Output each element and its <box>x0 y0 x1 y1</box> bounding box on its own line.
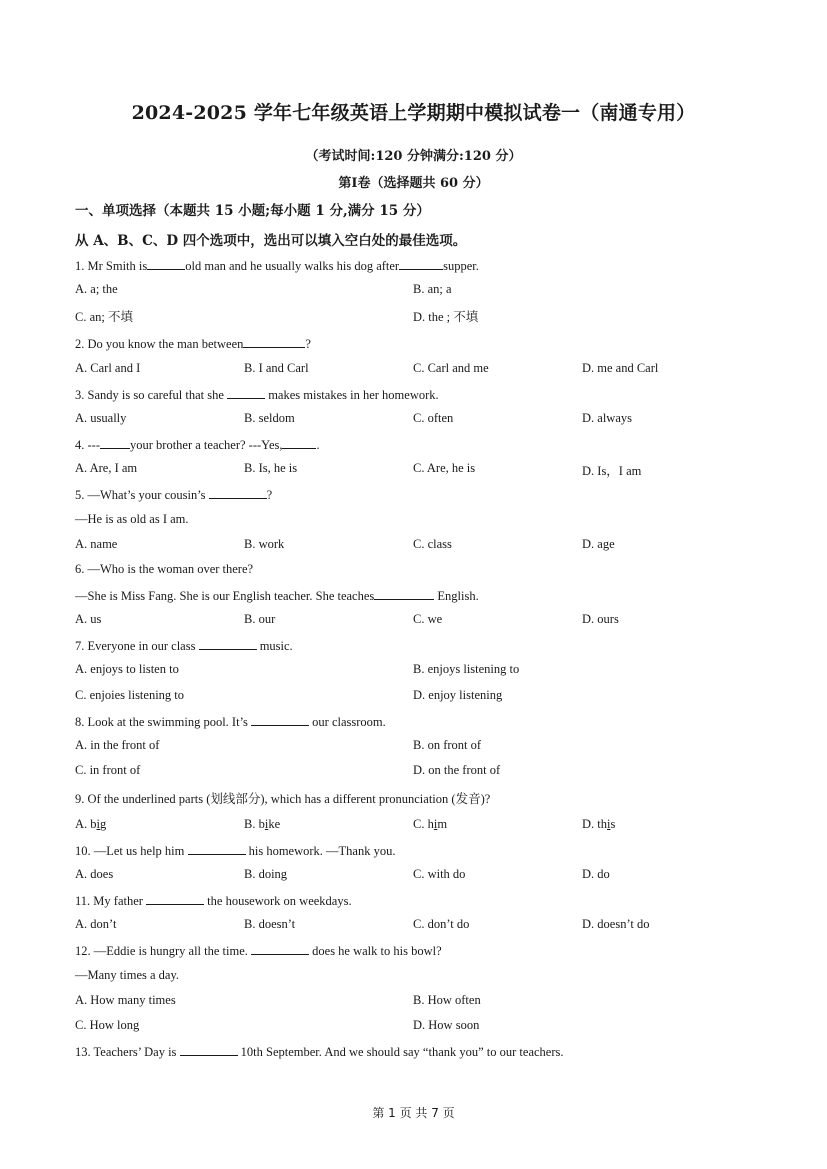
question-5-option-d: D. age <box>582 537 615 551</box>
page-title: 2024-2025 学年七年级英语上学期期中模拟试卷一（南通专用） <box>131 102 696 124</box>
question-9-option-d: D. this <box>582 817 616 831</box>
page-footer: 第 1 页 共 7 页 <box>372 1106 455 1120</box>
question-3-stem: 3. Sandy is so careful that she makes mistakes in her homework. <box>75 388 439 402</box>
question-1-option-b: B. an; a <box>413 282 452 296</box>
answer-blank <box>146 892 204 905</box>
answer-blank <box>180 1043 238 1056</box>
question-8-option-b: B. on front of <box>413 738 482 752</box>
question-3-option-a: A. usually <box>75 411 127 425</box>
question-3-option-d: D. always <box>582 411 632 425</box>
question-2-stem: 2. Do you know the man between ? <box>75 337 311 351</box>
question-5-option-b: B. work <box>244 537 285 551</box>
question-9-option-a: A. big <box>75 817 107 831</box>
question-12-option-a: A. How many times <box>75 993 176 1007</box>
question-1-option-a: A. a; the <box>75 282 118 296</box>
question-7-option-b: B. enjoys listening to <box>413 662 520 676</box>
question-6-option-b: B. our <box>244 612 276 626</box>
question-4-stem: 4. --- your brother a teacher? ---Yes, . <box>75 438 320 452</box>
question-10-option-d: D. do <box>582 867 610 881</box>
answer-blank <box>227 386 265 399</box>
answer-blank <box>282 436 316 449</box>
question-10-stem: 10. —Let us help him his homework. —Thank you. <box>75 844 396 858</box>
question-10-option-b: B. doing <box>244 867 288 881</box>
question-10-option-c: C. with do <box>413 867 466 881</box>
question-4-option-b: B. Is, he is <box>244 461 298 475</box>
question-5-option-a: A. name <box>75 537 118 551</box>
question-3-option-b: B. seldom <box>244 411 295 425</box>
question-11-option-b: B. doesn’t <box>244 917 296 931</box>
part-heading: 第Ⅰ卷（选择题共 60 分） <box>338 176 489 191</box>
question-9-option-c: C. him <box>413 817 448 831</box>
question-12-reply: —Many times a day. <box>75 968 180 982</box>
answer-blank <box>374 587 434 600</box>
question-11-option-c: C. don’t do <box>413 917 470 931</box>
question-4-option-d: D. Is，I am <box>582 464 642 478</box>
question-11-stem: 11. My father the housework on weekdays. <box>75 894 352 908</box>
exam-info: （考试时间:120 分钟满分:120 分） <box>305 149 522 164</box>
answer-blank <box>399 257 443 270</box>
question-2-option-a: A. Carl and I <box>75 361 141 375</box>
question-12-option-d: D. How soon <box>413 1018 480 1032</box>
question-10-option-a: A. does <box>75 867 114 881</box>
section-instruction: 从 A、B、C、D 四个选项中，选出可以填入空白处的最佳选项。 <box>75 233 467 249</box>
question-7-option-c: C. enjoies listening to <box>75 688 185 702</box>
question-1-option-c: C. an; 不填 <box>75 310 133 324</box>
question-1-option-d: D. the ; 不填 <box>413 310 479 324</box>
question-8-option-a: A. in the front of <box>75 738 160 752</box>
question-2-option-d: D. me and Carl <box>582 361 659 375</box>
question-6-reply: —She is Miss Fang. She is our English teacher. She teaches English. <box>75 589 479 603</box>
question-8-stem: 8. Look at the swimming pool. It’s our classroom. <box>75 715 386 729</box>
question-7-option-a: A. enjoys to listen to <box>75 662 179 676</box>
question-8-option-c: C. in front of <box>75 763 141 777</box>
question-4-option-a: A. Are, I am <box>75 461 138 475</box>
answer-blank <box>188 842 246 855</box>
answer-blank <box>147 257 185 270</box>
question-11-option-a: A. don’t <box>75 917 117 931</box>
answer-blank <box>209 486 267 499</box>
question-2-option-c: C. Carl and me <box>413 361 489 375</box>
answer-blank <box>100 436 130 449</box>
question-7-option-d: D. enjoy listening <box>413 688 503 702</box>
question-1-stem: 1. Mr Smith is old man and he usually walks his dog after supper. <box>75 259 479 273</box>
question-6-stem: 6. —Who is the woman over there? <box>75 562 254 576</box>
answer-blank <box>251 942 309 955</box>
question-6-option-c: C. we <box>413 612 443 626</box>
question-9-stem: 9. Of the underlined parts (划线部分), which has a different pronunciation (发音)? <box>75 792 491 806</box>
question-9-option-b: B. bike <box>244 817 281 831</box>
question-11-option-d: D. doesn’t do <box>582 917 650 931</box>
question-5-reply: —He is as old as I am. <box>75 512 189 526</box>
question-4-option-c: C. Are, he is <box>413 461 476 475</box>
question-5-option-c: C. class <box>413 537 452 551</box>
question-5-stem: 5. —What’s your cousin’s ? <box>75 488 273 502</box>
question-2-option-b: B. I and Carl <box>244 361 309 375</box>
answer-blank <box>243 335 305 348</box>
question-12-option-b: B. How often <box>413 993 481 1007</box>
question-12-option-c: C. How long <box>75 1018 140 1032</box>
question-6-option-a: A. us <box>75 612 102 626</box>
section-title: 一、单项选择（本题共 15 小题;每小题 1 分,满分 15 分） <box>75 203 430 219</box>
question-8-option-d: D. on the front of <box>413 763 501 777</box>
answer-blank <box>251 713 309 726</box>
question-12-stem: 12. —Eddie is hungry all the time. does he walk to his bowl? <box>75 944 442 958</box>
question-3-option-c: C. often <box>413 411 454 425</box>
answer-blank <box>199 637 257 650</box>
question-6-option-d: D. ours <box>582 612 619 626</box>
question-13-stem: 13. Teachers’ Day is 10th September. And we should say “thank you” to our teachers. <box>75 1045 564 1059</box>
question-7-stem: 7. Everyone in our class music. <box>75 639 293 653</box>
